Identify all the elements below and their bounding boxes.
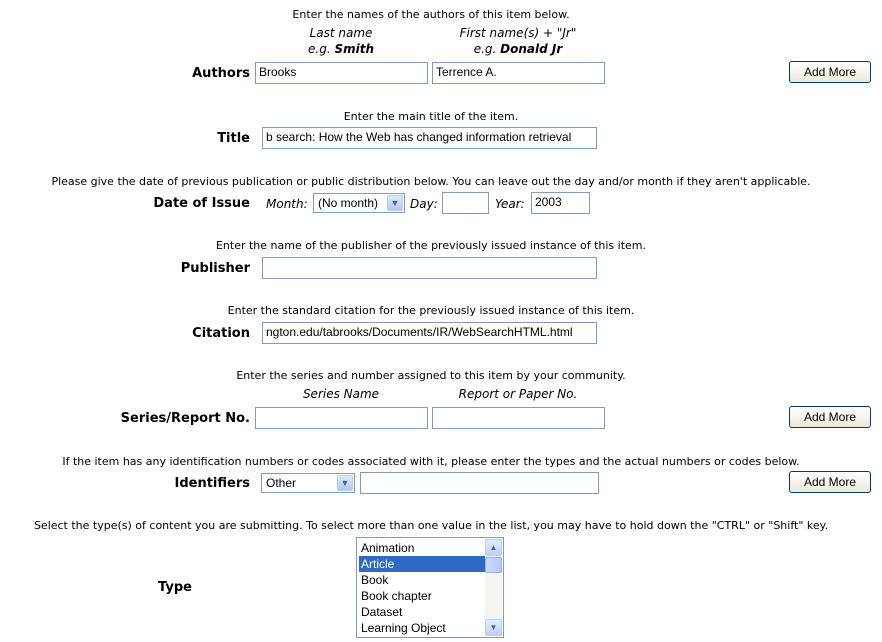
date-hint: Please give the date of previous publication or public distribution below. You can leave out the day and/or month if they aren't applicable. bbox=[51, 175, 811, 188]
identifier-value-input[interactable] bbox=[360, 472, 599, 494]
type-option-selected[interactable]: Article bbox=[359, 556, 485, 572]
author-last-name-input[interactable]: Brooks bbox=[255, 62, 428, 84]
identifiers-add-more-button[interactable]: Add More bbox=[789, 471, 871, 493]
year-input[interactable]: 2003 bbox=[531, 192, 590, 214]
type-option[interactable]: Animation bbox=[361, 541, 415, 555]
authors-hint: Enter the names of the authors of this item below. bbox=[292, 8, 570, 21]
chevron-up-icon[interactable]: ▲ bbox=[485, 539, 502, 556]
type-option[interactable]: Book chapter bbox=[361, 589, 432, 603]
identifiers-label: Identifiers bbox=[174, 476, 250, 491]
authors-add-more-button[interactable]: Add More bbox=[789, 61, 871, 83]
type-hint: Select the type(s) of content you are submitting. To select more than one value in the list, you may have to hold down the "CTRL" or "Shift" key. bbox=[33, 519, 829, 532]
day-input[interactable] bbox=[442, 192, 489, 214]
authors-label: Authors bbox=[192, 66, 250, 81]
type-label: Type bbox=[158, 580, 192, 595]
chevron-down-icon[interactable]: ▼ bbox=[337, 475, 353, 491]
date-of-issue-label: Date of Issue bbox=[153, 196, 250, 211]
month-label: Month: bbox=[266, 197, 308, 211]
month-select[interactable] bbox=[313, 193, 405, 213]
chevron-down-icon[interactable]: ▼ bbox=[387, 195, 403, 211]
series-hint: Enter the series and number assigned to this item by your community. bbox=[236, 369, 626, 382]
publisher-hint: Enter the name of the publisher of the previously issued instance of this item. bbox=[215, 239, 647, 252]
author-first-name-input[interactable]: Terrence A. bbox=[432, 62, 605, 84]
title-hint: Enter the main title of the item. bbox=[343, 110, 519, 123]
type-listbox-scrollbar[interactable] bbox=[485, 539, 502, 636]
series-name-input[interactable] bbox=[255, 407, 428, 429]
title-label: Title bbox=[217, 131, 250, 146]
citation-label: Citation bbox=[192, 326, 250, 341]
publisher-label: Publisher bbox=[180, 261, 250, 276]
first-name-header: First name(s) + "Jr" bbox=[459, 26, 577, 40]
identifiers-hint: If the item has any identification numbers or codes associated with it, please enter the types and the actual numbers or codes below. bbox=[62, 455, 800, 468]
scrollbar-thumb[interactable] bbox=[485, 557, 502, 573]
year-label: Year: bbox=[495, 197, 525, 211]
report-number-input[interactable] bbox=[432, 407, 605, 429]
series-report-label: Series/Report No. bbox=[120, 411, 250, 426]
series-add-more-button[interactable]: Add More bbox=[789, 406, 871, 428]
month-select-value: (No month) bbox=[318, 196, 379, 210]
last-name-header: Last name bbox=[309, 26, 373, 40]
day-label: Day: bbox=[410, 197, 438, 211]
type-option[interactable]: Book bbox=[361, 573, 389, 587]
series-name-header: Series Name bbox=[302, 387, 380, 401]
citation-hint: Enter the standard citation for the previously issued instance of this item. bbox=[227, 304, 635, 317]
chevron-down-icon[interactable]: ▼ bbox=[485, 619, 502, 636]
title-input[interactable]: b search: How the Web has changed information retrieval bbox=[262, 127, 597, 149]
publisher-input[interactable] bbox=[262, 257, 597, 279]
type-option[interactable]: Learning Object bbox=[361, 621, 446, 635]
type-listbox[interactable] bbox=[356, 537, 504, 638]
identifier-type-value: Other bbox=[266, 476, 297, 490]
last-name-example: e.g. Smith bbox=[308, 42, 374, 56]
report-number-header: Report or Paper No. bbox=[458, 387, 578, 401]
identifier-type-select[interactable] bbox=[261, 473, 355, 493]
citation-input[interactable]: ngton.edu/tabrooks/Documents/IR/WebSearchHTML.html bbox=[262, 322, 597, 344]
first-name-example: e.g. Donald Jr bbox=[473, 42, 563, 56]
type-option[interactable]: Dataset bbox=[361, 605, 403, 619]
